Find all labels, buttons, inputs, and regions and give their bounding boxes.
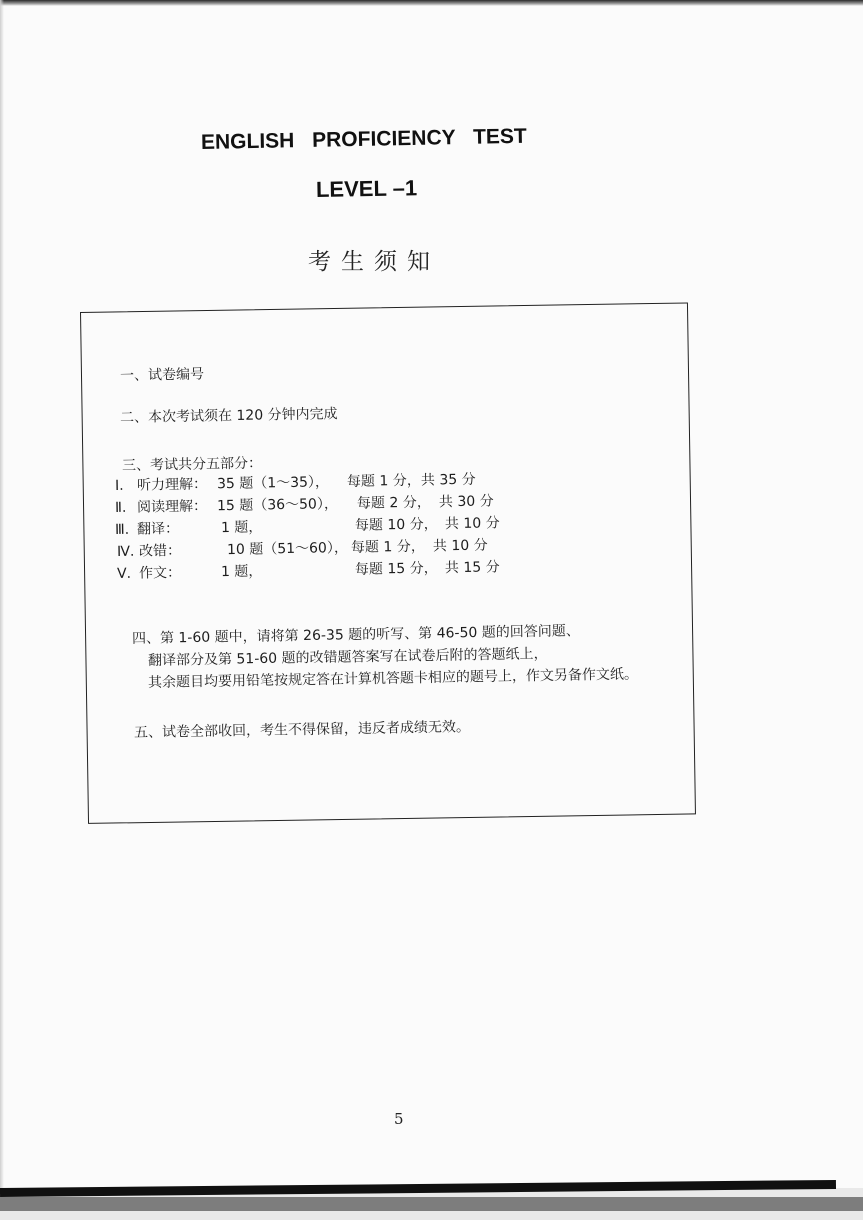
notice-item-4-line-2: 翻译部分及第 51-60 题的改错题答案写在试卷后附的答题纸上， [147, 646, 548, 669]
part-score: 每题 2 分， [356, 494, 431, 512]
page-number: 5 [394, 1110, 404, 1128]
document-title: ENGLISH PROFICIENCY TEST [200, 124, 527, 154]
notice-item-4-line-3: 其余题目均要用铅笔按规定答在计算机答题卡相应的题号上，作文另备作文纸。 [147, 666, 639, 691]
part-total: 共 10 分 [432, 537, 488, 555]
part-name: 阅读理解： [136, 498, 208, 516]
part-count: 15 题（36～50）， [216, 496, 339, 515]
part-name: 听力理解： [136, 476, 208, 494]
part-name: 改错： [138, 542, 182, 560]
part-name: 作文： [138, 564, 182, 582]
scan-edge-left [0, 0, 4, 1220]
part-number: Ⅲ. [114, 521, 130, 538]
part-total: 共 30 分 [438, 493, 494, 511]
part-count: 1 题， [220, 519, 263, 537]
part-name: 翻译： [136, 520, 180, 538]
notice-item-2: 二、本次考试须在 120 分钟内完成 [119, 406, 338, 426]
document-level: LEVEL –1 [315, 175, 418, 202]
notice-item-5: 五、试卷全部收回，考生不得保留，违反者成绩无效。 [133, 719, 471, 741]
part-total: 共 15 分 [444, 559, 500, 577]
part-count: 35 题（1～35）， [216, 474, 330, 493]
scan-edge-top [0, 0, 863, 6]
part-count: 10 题（51～60）， [226, 539, 349, 559]
notice-item-3-intro: 三、考试共分五部分： [121, 455, 263, 474]
notice-item-1: 一、试卷编号 [119, 366, 205, 384]
part-number: Ⅴ. [116, 565, 132, 582]
part-score: 每题 15 分， [354, 560, 438, 578]
part-total: 共 35 分 [420, 471, 476, 489]
notice-heading: 考生须知 [308, 249, 440, 275]
part-number: Ⅱ. [114, 499, 127, 516]
notice-item-4-line-1: 四、第 1-60 题中，请将第 26-35 题的听写、第 46-50 题的回答问题、 [131, 623, 580, 647]
part-total: 共 10 分 [444, 515, 500, 533]
part-number: Ⅳ. [116, 543, 135, 560]
part-number: Ⅰ. [114, 477, 124, 494]
part-score: 每题 1 分， [350, 538, 425, 556]
part-count: 1 题， [220, 563, 263, 581]
part-score: 每题 1 分， [346, 472, 421, 490]
scan-shadow-band-lower [0, 1197, 863, 1211]
part-score: 每题 10 分， [354, 516, 438, 534]
